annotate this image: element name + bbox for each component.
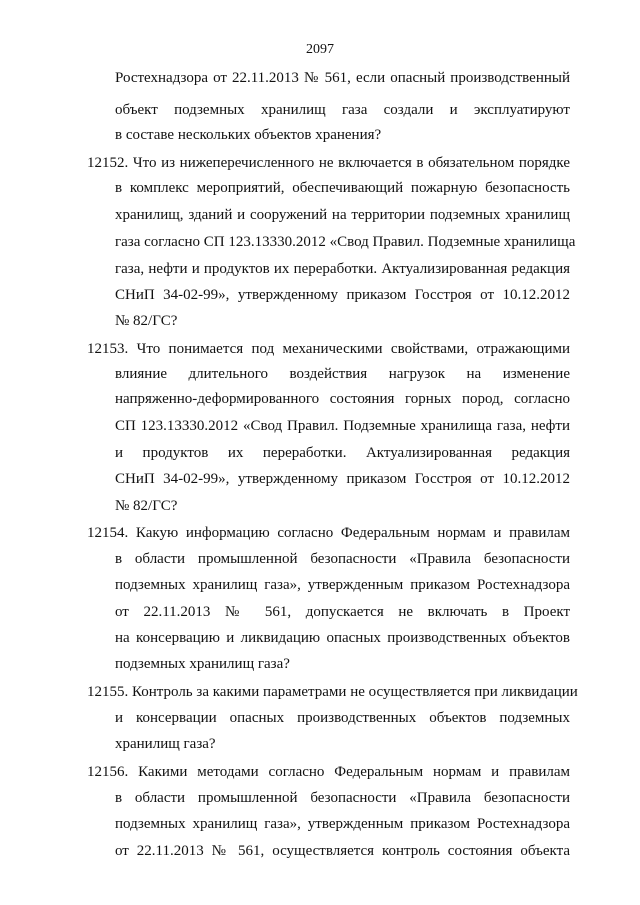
text-line: в области промышленной безопасности «Правила безопасности xyxy=(115,790,570,806)
text-line: от 22.11.2013 № 561, осуществляется контроль состояния объекта xyxy=(115,843,570,859)
question-line: 12154. Какую информацию согласно Федеральным нормам и правилам xyxy=(87,525,570,541)
text-line: на консервацию и ликвидацию опасных производственных объектов xyxy=(115,630,570,646)
text-line: СНиП 34-02-99», утвержденному приказом Госстроя от 10.12.2012 xyxy=(115,471,570,487)
text-line: объект подземных хранилищ газа создали и эксплуатируют xyxy=(115,102,570,118)
text-line: газа согласно СП 123.13330.2012 «Свод Правил. Подземные хранилища xyxy=(115,234,576,250)
question-line: 12155. Контроль за какими параметрами не осуществляется при ликвидации xyxy=(87,684,578,700)
page-number: 2097 xyxy=(306,42,334,57)
text-line: хранилищ газа? xyxy=(115,736,216,752)
question-line: 12152. Что из нижеперечисленного не включается в обязательном порядке xyxy=(87,155,570,171)
text-line: в составе нескольких объектов хранения? xyxy=(115,127,382,143)
text-line: и консервации опасных производственных объектов подземных xyxy=(115,710,570,726)
text-line: подземных хранилищ газа», утвержденным приказом Ростехнадзора xyxy=(115,577,570,593)
text-line: напряженно-деформированного состояния горных пород, согласно xyxy=(115,391,570,407)
text-line: газа, нефти и продуктов их переработки. Актуализированная редакция xyxy=(115,261,570,277)
text-line: СП 123.13330.2012 «Свод Правил. Подземные хранилища газа, нефти xyxy=(115,418,570,434)
question-line: 12153. Что понимается под механическими свойствами, отражающими xyxy=(87,341,570,357)
text-line: хранилищ, зданий и сооружений на территории подземных хранилищ xyxy=(115,207,570,223)
text-line: в области промышленной безопасности «Правила безопасности xyxy=(115,551,570,567)
text-line: подземных хранилищ газа? xyxy=(115,656,290,672)
text-line: в комплекс мероприятий, обеспечивающий пожарную безопасность xyxy=(115,180,570,196)
text-line: от 22.11.2013 № 561, допускается не включать в Проект xyxy=(115,604,570,620)
text-line: и продуктов их переработки. Актуализированная редакция xyxy=(115,445,570,461)
question-line: 12156. Какими методами согласно Федеральным нормам и правилам xyxy=(87,764,570,780)
text-line: СНиП 34-02-99», утвержденному приказом Госстроя от 10.12.2012 xyxy=(115,287,570,303)
text-line: Ростехнадзора от 22.11.2013 № 561, если опасный производственный xyxy=(115,70,570,86)
text-line: влияние длительного воздействия нагрузок на изменение xyxy=(115,366,570,382)
text-line: подземных хранилищ газа», утвержденным приказом Ростехнадзора xyxy=(115,816,570,832)
text-line: № 82/ГС? xyxy=(115,313,178,329)
text-line: № 82/ГС? xyxy=(115,498,178,514)
